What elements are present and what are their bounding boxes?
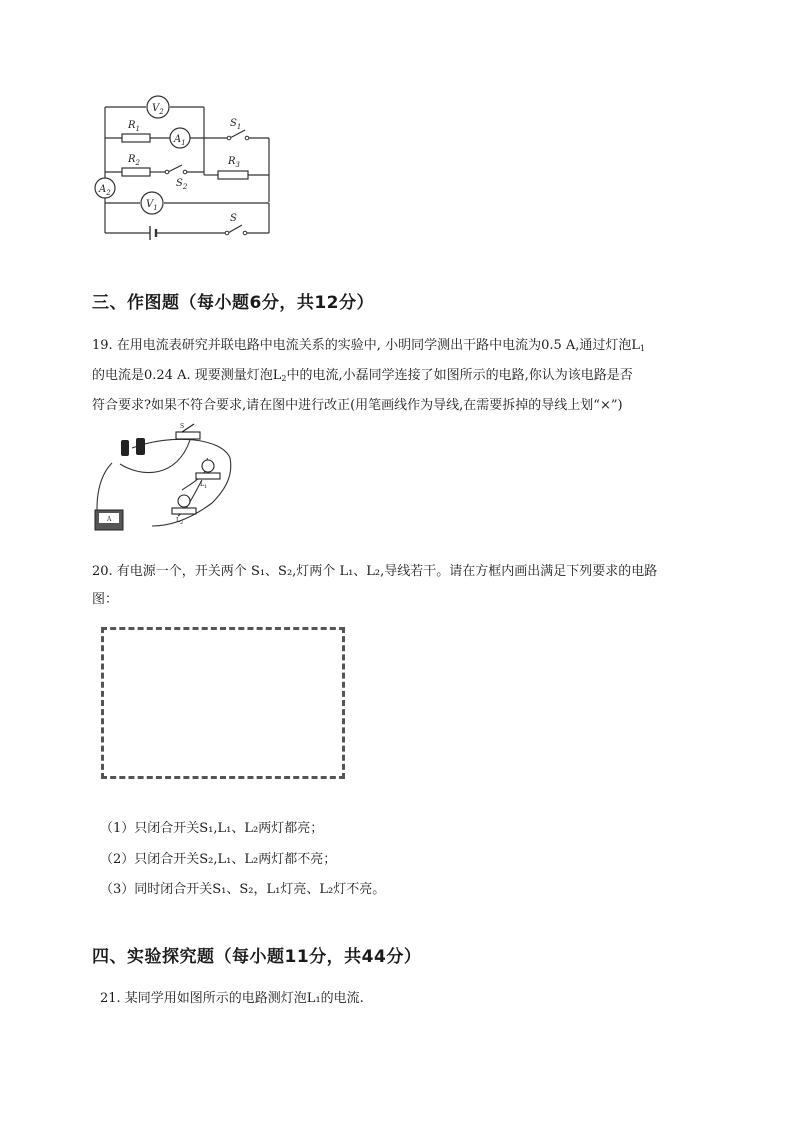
answer-box[interactable]	[101, 627, 345, 779]
svg-text:R2: $R_2$	[128, 154, 140, 167]
bulb-l2-icon	[178, 495, 190, 507]
svg-text:S: S	[230, 213, 237, 224]
q19-line3: 符合要求?如果不符合要求,请在图中进行改正(用笔画线作为导线,在需要拆掉的导线上划“×”)	[92, 398, 623, 413]
svg-text:S1: $S_1$	[230, 118, 242, 131]
battery-icon	[121, 440, 129, 456]
battery-icon	[136, 438, 145, 455]
circuit-diagram-top	[90, 90, 290, 240]
bulb-l1-icon	[202, 460, 214, 472]
question-21: 21. 某同学用如图所示的电路测灯泡L₁的电流.	[100, 991, 364, 1006]
svg-text:A1: $A_1$	[174, 134, 186, 147]
q20-condition-1: （1）只闭合开关S₁,L₁、L₂两灯都亮；	[100, 821, 324, 836]
section-4-title: 四、实验探究题（每小题11分，共44分）	[92, 947, 422, 967]
svg-text:R3: $R_3$	[228, 156, 240, 169]
svg-text:S2: $S_2$	[176, 178, 188, 191]
question-19	[92, 332, 732, 419]
svg-text:L2: $L_2$	[176, 517, 184, 526]
svg-text:S: S	[180, 423, 185, 430]
section-3-title: 三、作图题（每小题6分，共12分）	[92, 293, 374, 313]
svg-text:V2: $V_2$	[152, 103, 164, 116]
q19-line2b: 中的电流,小磊同学连接了如图所示的电路,你认为该电路是否	[286, 368, 633, 383]
svg-text:A2: $A_2$	[99, 184, 111, 197]
svg-text:A: A	[107, 516, 112, 523]
svg-text:L1: $L_1$	[200, 481, 208, 490]
q20-condition-2: （2）只闭合开关S₂,L₁、L₂两灯都不亮；	[100, 852, 337, 867]
svg-text:V1: $V_1$	[146, 199, 158, 212]
q20-condition-3: （3）同时闭合开关S₁、S₂，L₁灯亮、L₂灯不亮。	[100, 882, 386, 897]
q19-circuit-figure	[92, 418, 242, 538]
q19-line1: 19. 在用电流表研究并联电路中电流关系的实验中, 小明同学测出干路中电流为0.5 A,通过灯泡L	[92, 338, 641, 353]
q19-line1-sub: 1	[640, 344, 646, 353]
switch-board-icon	[176, 432, 200, 439]
question-20	[92, 558, 732, 614]
q19-line2-sub: 2	[281, 374, 287, 383]
q20-line1: 20. 有电源一个，开关两个 S₁、S₂,灯两个 L₁、L₂,导线若干。请在方框内画出满足下列要求的电路	[92, 564, 658, 579]
q20-line2: 图：	[92, 592, 119, 607]
svg-text:R1: $R_1$	[128, 120, 140, 133]
q19-line2a: 的电流是0.24 A. 现要测量灯泡L	[92, 368, 282, 383]
